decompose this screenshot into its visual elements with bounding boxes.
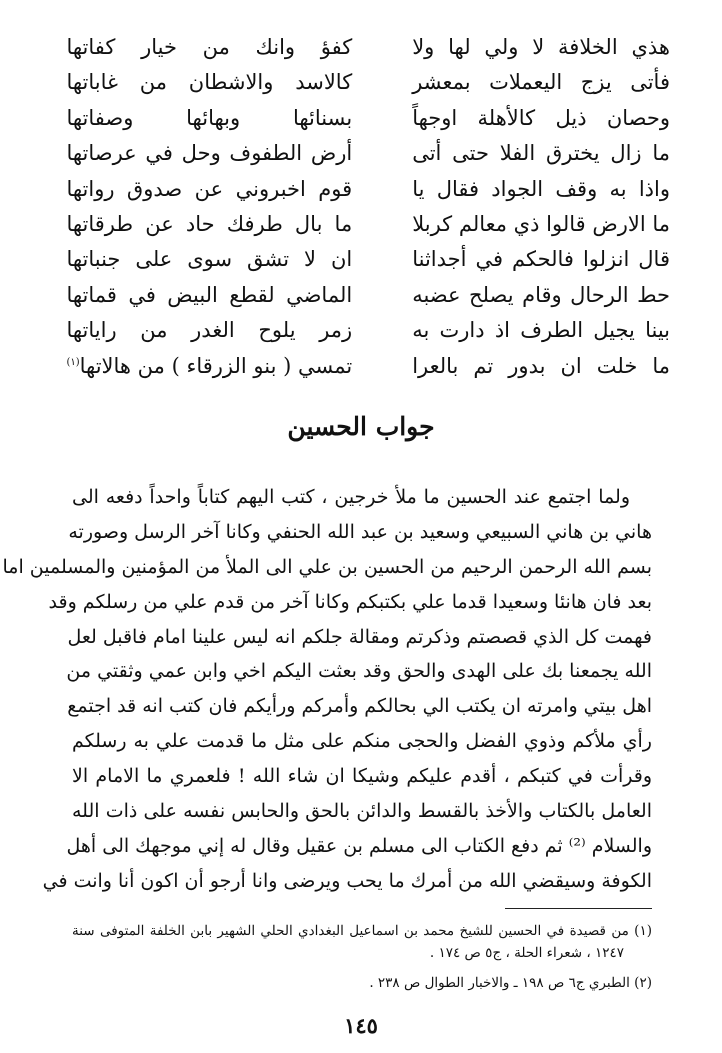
prose-paragraph [2,480,652,899]
footnote-line: (٢) الطبري ج٦ ص ١٩٨ ـ والاخبار الطوال ص ٢٣٨ . [369,975,652,991]
prose-line: وقرأت في كتبكم ، أقدم عليكم وشيكا ان شاء الله ! فلعمري ما الامام الا [72,765,652,788]
poem-left-column [66,30,352,385]
poem-line: أرض الطفوف وحل في عرصاتها [66,141,353,166]
poem-line: ما خلت ان بدور تم بالعرا [412,353,670,378]
footnote-line: ١٢٤٧ ، شعراء الحلة ، ج٥ ص ١٧٤ . [429,945,624,961]
poem-line: ما الارض قالوا ذي معالم كربلا [412,211,670,236]
poem-line: بسنائها وبهائها وصفاتها [66,105,353,130]
poem [66,30,670,385]
poem-line: زمر يلوح الغدر من راياتها [66,318,353,343]
prose-line: الكوفة وسيقضي الله من أمرك ما يحب ويرضى وانا أرجو أن اكون أنا وانت في [42,869,652,892]
poem-line: كفؤ وانك من خيار كفاتها [66,35,353,59]
prose-line: والسلام ⁽²⁾ ثم دفع الكتاب الى مسلم بن عقيل وقال له إني موجهك الى أهل [66,834,652,857]
poem-line: قوم اخبروني عن صدوق رواتها [66,176,353,201]
prose-line: ولما اجتمع عند الحسين ما ملأ خرجين ، كتب اليهم كتاباً واحداً دفعه الى [72,486,630,508]
poem-line: قال انزلوا فالحكم في أجداثنا [412,247,670,272]
footnote-line: (١) من قصيدة في الحسين للشيخ محمد بن اسماعيل البغدادي الحلي الشهير بابن الخلفة المتوفى سنة [72,923,652,939]
poem-line: حط الرحال وقام يصلح عضبه [412,282,670,307]
prose-line: بعد فان هانئا وسعيدا قدما علي بكتبكم وكانا آخر من قدم علي من رسلكم وقد [48,590,652,613]
prose-line: هاني بن هاني السبيعي وسعيد بن عبد الله الحنفي وكانا آخر الرسل وصورته [68,520,652,543]
poem-line: ان لا تشق سوى على جنباتها [66,247,353,272]
prose-line: اهل بيتي وامرته ان يكتب الي بحالكم وأمركم ورأيكم فان كتب انه قد اجتمع [67,695,652,718]
footnote-marker: (١) [66,356,80,368]
poem-line: بينا يجيل الطرف اذ دارت به [412,318,670,343]
poem-line: واذا به وقف الجواد فقال يا [412,176,670,201]
poem-line: كالاسد والاشطان من غاباتها [66,70,353,95]
poem-line: هذي الخلافة لا ولي لها ولا [412,35,670,59]
section-heading: جواب الحسين [287,412,435,441]
poem-line-text: تمسي ( بنو الزرقاء ) من هالاتها [79,353,353,378]
footnote-divider [505,908,652,909]
poem-right-column [412,30,670,385]
footnotes [72,920,652,994]
prose-line: العامل بالكتاب والأخذ بالقسط والدائن بالحق والحابس نفسه على ذات الله [72,800,652,823]
poem-line-with-note [66,349,352,384]
poem-line: فأتى يزج اليعملات بمعشر [412,70,670,95]
poem-line: الماضي لقطع البيض في قماتها [66,282,353,307]
poem-line: ما بال طرفك حاد عن طرقاتها [66,211,353,236]
prose-line: الله يجمعنا بك على الهدى والحق وقد بعثت اليكم اخي وابن عمي وثقتي من [66,660,652,683]
poem-line: وحصان ذيل كالأهلة اوجهاً [412,105,670,130]
page-number: ١٤٥ [344,1013,378,1038]
poem-line: ما زال يخترق الفلا حتى أتى [412,141,670,166]
prose-line: رأي ملأكم وذوي الفضل والحجى منكم على مثل ما قدمت علي به رسلكم [72,730,652,753]
prose-line: فهمت كل الذي قصصتم وذكرتم ومقالة جلكم انه ليس علينا امام فاقبل لعل [67,625,652,648]
prose-line: بسم الله الرحمن الرحيم من الحسين بن علي الى الملأ من المؤمنين والمسلمين اما [2,555,652,578]
